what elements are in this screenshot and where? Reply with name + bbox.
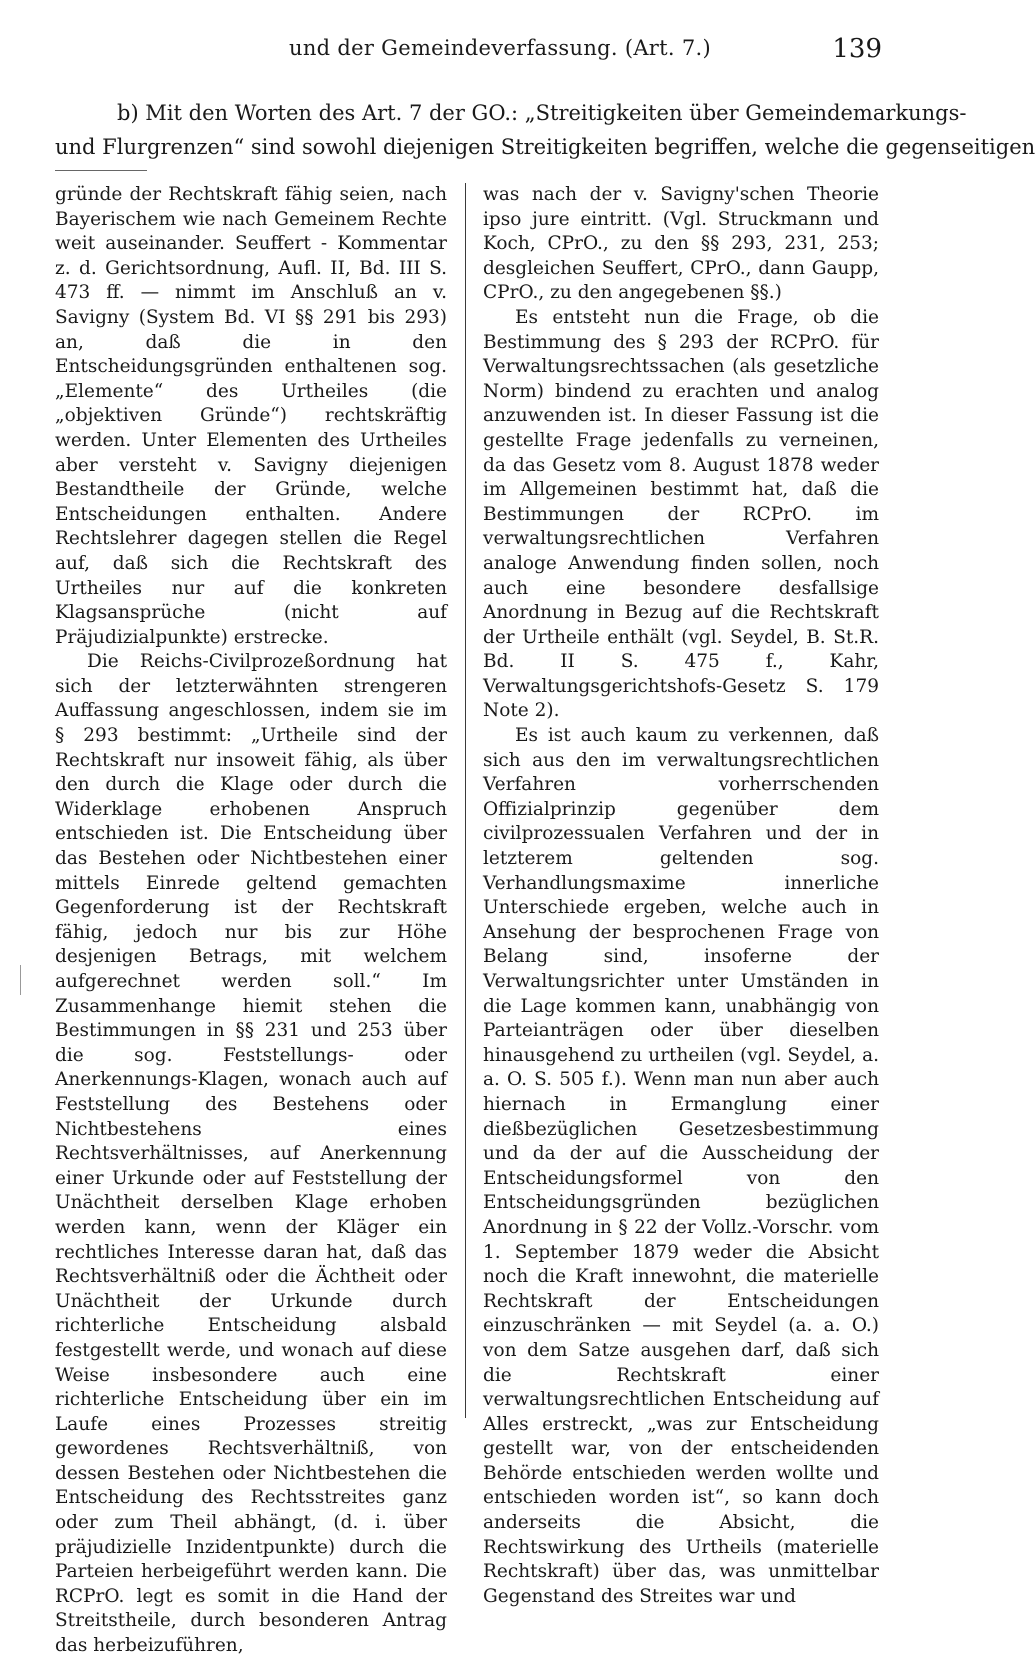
footnote-rule [55,170,147,171]
running-title: und der Gemeindeverfassung. (Art. 7.) [289,36,711,60]
intro-line-2: und Flurgrenzen“ sind sowohl diejenigen Streitigkeiten begriffen, welche die gegenseitigen [55,135,1035,159]
left-paragraph-1: gründe der Rechtskraft fähig seien, nach Bayerischem wie nach Gemeinem Rechte weit auseinander. Seuffert - Kommentar z. d. Gerichtsordnung, Aufl. II, Bd. III S. 473 ff. — nimmt im Anschluß an v. Savigny (System Bd. VI §§ 291 bis 293) an, daß die in den Entscheidungsgründen enthaltenen sog. „Elemente“ des Urtheiles (die „objektiven Gründe“) rechtskräftig werden. Unter Elementen des Urtheiles aber versteht v. Savigny diejenigen Bestandtheile der Gründe, welche Entscheidungen enthalten. Andere Rechtslehrer dagegen stellen die Regel auf, daß sich die Rechtskraft des Urtheiles nur auf die konkreten Klagsansprüche (nicht auf Präjudizialpunkte) erstrecke. [55,184,447,648]
right-paragraph-3: Es ist auch kaum zu verkennen, daß sich aus den im verwaltungsrechtlichen Verfahren vorherrschenden Offizialprinzip gegenüber dem civilprozessualen Verfahren und der in letzterem geltenden sog. Verhandlungsmaxime innerliche Unterschiede ergeben, welche auch in Ansehung der besprochenen Frage von Belang sind, insoferne der Verwaltungsrichter unter Umständen in die Lage kommen kann, unabhängig von Parteianträgen oder über dieselben hinausgehend zu urtheilen (vgl. Seydel, a. a. O. S. 505 f.). Wenn man nun aber auch hiernach in Ermanglung einer dießbezüglichen Gesetzesbestimmung und da der auf die Ausscheidung der Entscheidungsformel von den Entscheidungsgründen bezüglichen Anordnung in § 22 der Vollz.-Vorschr. vom 1. September 1879 weder die Absicht noch die Kraft innewohnt, die materielle Rechtskraft der Entscheidungen einzuschränken — mit Seydel (a. a. O.) von dem Satze ausgehen darf, daß sich die Rechtskraft einer verwaltungsrechtlichen Entscheidung auf Alles erstreckt, „was zur Entscheidung gestellt war, von der entscheidenden Behörde entschieden werden wollte und entschieden worden ist“, so kann doch anderseits die Absicht, die Rechtswirkung des Urtheils (materielle Rechtskraft) über das, was unmittelbar Gegenstand des Streites war und [483,725,879,1607]
running-header [0,34,1000,74]
page-number: 139 [832,34,882,64]
right-paragraph-2: Es entsteht nun die Frage, ob die Bestimmung des § 293 der RCPrO. für Verwaltungsrechtssachen (als gesetzliche Norm) bindend zu erachten und analog anzuwenden ist. In dieser Fassung ist die gestellte Frage jedenfalls zu verneinen, da das Gesetz vom 8. August 1878 weder im Allgemeinen bestimmt hat, daß die Bestimmungen der RCPrO. im verwaltungsrechtlichen Verfahren analoge Anwendung finden sollen, noch auch eine besondere desfallsige Anordnung in Bezug auf die Rechtskraft der Urtheile enthält (vgl. Seydel, B. St.R. Bd. II S. 475 f., Kahr, Verwaltungsgerichtshofs-Gesetz S. 179 Note 2). [483,306,879,722]
intro-line-1: b) Mit den Worten des Art. 7 der GO.: „Streitigkeiten über Gemeindemarkungs- [117,101,967,125]
right-paragraph-1: was nach der v. Savigny'schen Theorie ipso jure eintritt. (Vgl. Struckmann und Koch, CPrO., zu den §§ 293, 231, 253; desgleichen Seuffert, CPrO., dann Gaupp, CPrO., zu den angegebenen §§.) [483,184,879,304]
left-column [55,183,447,1659]
column-divider [465,183,466,1418]
intro-paragraph [55,96,1035,164]
margin-mark [20,965,21,995]
left-paragraph-2: Die Reichs-Civilprozeßordnung hat sich der letzterwähnten strengeren Auffassung angeschlossen, indem sie im § 293 bestimmt: „Urtheile sind der Rechtskraft nur insoweit fähig, als über den durch die Klage oder durch die Widerklage erhobenen Anspruch entschieden ist. Die Entscheidung über das Bestehen oder Nichtbestehen einer mittels Einrede geltend gemachten Gegenforderung ist der Rechtskraft fähig, jedoch nur bis zur Höhe desjenigen Betrags, mit welchem aufgerechnet werden soll.“ Im Zusammenhange hiemit stehen die Bestimmungen in §§ 231 und 253 über die sog. Feststellungs- oder Anerkennungs-Klagen, wonach auch auf Feststellung des Bestehens oder Nichtbestehens eines Rechtsverhältnisses, auf Anerkennung einer Urkunde oder auf Feststellung der Unächtheit derselben Klage erhoben werden kann, wenn der Kläger ein rechtliches Interesse daran hat, daß das Rechtsverhältniß oder die Ächtheit oder Unächtheit der Urkunde durch richterliche Entscheidung alsbald festgestellt werde, und wonach auf diese Weise insbesondere auch eine richterliche Entscheidung über ein im Laufe eines Prozesses streitig gewordenes Rechtsverhältniß, von dessen Bestehen oder Nichtbestehen die Entscheidung des Rechtsstreites ganz oder zum Theil abhängt, (d. i. über präjudizielle Inzidentpunkte) durch die Parteien herbeigeführt werden kann. Die RCPrO. legt es somit in die Hand der Streitstheile, durch besonderen Antrag das herbeizuführen, [55,651,447,1657]
right-column [483,183,879,1609]
